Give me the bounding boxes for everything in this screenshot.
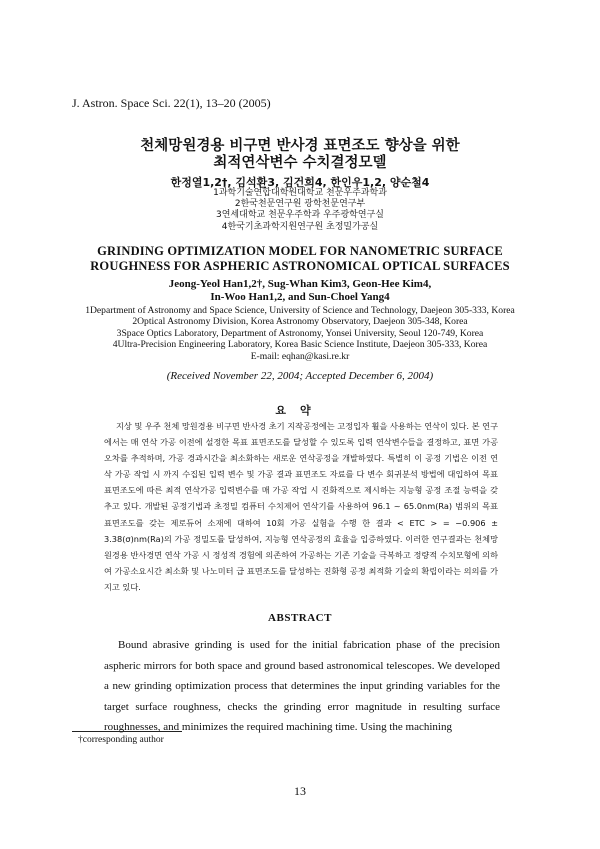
contact-email: E-mail: eqhan@kasi.re.kr — [250, 350, 350, 362]
korean-affiliation: 1과학기술연합대학원대학교 천문우주과학과 — [213, 188, 387, 198]
english-affiliation: 4Ultra-Precision Engineering Laboratory, Korea Basic Science Institute, Daejeon 305-333, Korea — [112, 339, 488, 351]
received-dates: (Received November 22, 2004; Accepted December 6, 2004) — [166, 370, 434, 382]
english-affiliation: 1Department of Astronomy and Space Science, University of Science and Technology, Daejeon 305-333, Korea — [85, 305, 515, 316]
korean-title — [40, 138, 560, 172]
english-abstract: Bound abrasive grinding is used for the initial fabrication phase of the precision aspheric mirrors for both space and ground based astronomical telescopes. We developed a new grinding optimization process that determines the input grinding variables for the target surface roughness, checks the grinding error magnitude in resulting surface roughnesses, and minimizes the required machining time. Using the machining — [104, 639, 500, 733]
korean-abstract-heading: 요약 — [275, 404, 325, 417]
english-authors-line: Jeong-Yeol Han1,2†, Sug-Whan Kim3, Geon-Hee Kim4, — [168, 278, 432, 290]
english-title-line: ROUGHNESS FOR ASPHERIC ASTRONOMICAL OPTICAL SURFACES — [90, 259, 510, 273]
footnote-rule — [72, 731, 182, 732]
page-number: 13 — [294, 784, 306, 798]
korean-affiliation: 4한국기초과학지원연구원 초정밀가공실 — [221, 221, 379, 232]
korean-authors: 한정열1,2†, 김석환3, 김건희4, 한인우1,2, 양순철4 — [170, 176, 430, 189]
korean-affiliation: 2한국천문연구원 광학천문연구부 — [234, 199, 366, 210]
english-title-line: GRINDING OPTIMIZATION MODEL FOR NANOMETRIC SURFACE — [97, 244, 503, 258]
korean-title-line: 천체망원경용 비구면 반사경 표면조도 향상을 위한 — [140, 138, 460, 154]
english-authors-line: In-Woo Han1,2, and Sun-Choel Yang4 — [210, 290, 390, 303]
korean-affiliations — [40, 188, 560, 233]
english-affiliations — [30, 305, 570, 362]
english-affiliation: 2Optical Astronomy Division, Korea Astronomy Observatory, Daejeon 305-348, Korea — [132, 316, 468, 328]
korean-title-line: 최적연삭변수 수치결정모델 — [213, 155, 387, 171]
footnote: †corresponding author — [78, 735, 164, 745]
abstract-heading: ABSTRACT — [268, 612, 332, 624]
english-affiliation: 3Space Optics Laboratory, Department of Astronomy, Yonsei University, Seoul 120-749, Korea — [116, 327, 484, 339]
korean-abstract: 지상 및 우주 천체 망원경용 비구면 반사경 초기 지작공정에는 고정입자 휠을 사용하는 연삭이 있다. 본 연구에서는 매 연삭 가공 이전에 설정한 목표 표면조도를 달성할 수 있도록 입력 연삭변수들을 결정하고, 표면 가공오차를 추적하며, 가공 경과시간을 최소화하는 새로운 연삭공정을 개발하였다. 특별히 이 공정 기법은 이전 연삭 가공 작업 시 까지 수집된 입력 변수 및 가공 결과 표면조도 자료를 다 변수 회귀분석 방법에 대입하여 목표 표면조도에 따른 최적 연삭가공 입력변수를 매 가공 작업 시 진화적으로 제시하는 지능형 공정 조절 능력을 갖추고 있다. 개발된 공정기법과 초정밀 컴퓨터 수치제어 연삭기를 사용하여 96.1 ~ 65.0nm(Ra) 범위의 목표 표면조도를 갖는 제로듀어 소재에 대하여 10회 가공 실험을 수행 한 결과 < ETC > = −0.906 ± 3.38(σ)nm(Ra)의 가공 정밀도를 달성하여, 지능형 연삭공정의 효율을 입증하였다. 이러한 연구결과는 천체망원경용 반사경면 연삭 가공 시 정성적 경험에 의존하여 가공하는 기존 기술을 극복하고 정량적 수치모형에 의하여 가공소요시간 최소화 및 나노미터 급 표면조도를 달성하는 진화형 공정 최적화 기술의 확립이라는 의의를 가지고 있다. — [104, 421, 498, 592]
journal-reference: J. Astron. Space Sci. 22(1), 13–20 (2005) — [72, 96, 271, 110]
korean-affiliation: 3연세대학교 천문우주학과 우주광학연구실 — [216, 210, 384, 221]
english-title — [40, 244, 560, 274]
english-authors — [40, 278, 560, 303]
